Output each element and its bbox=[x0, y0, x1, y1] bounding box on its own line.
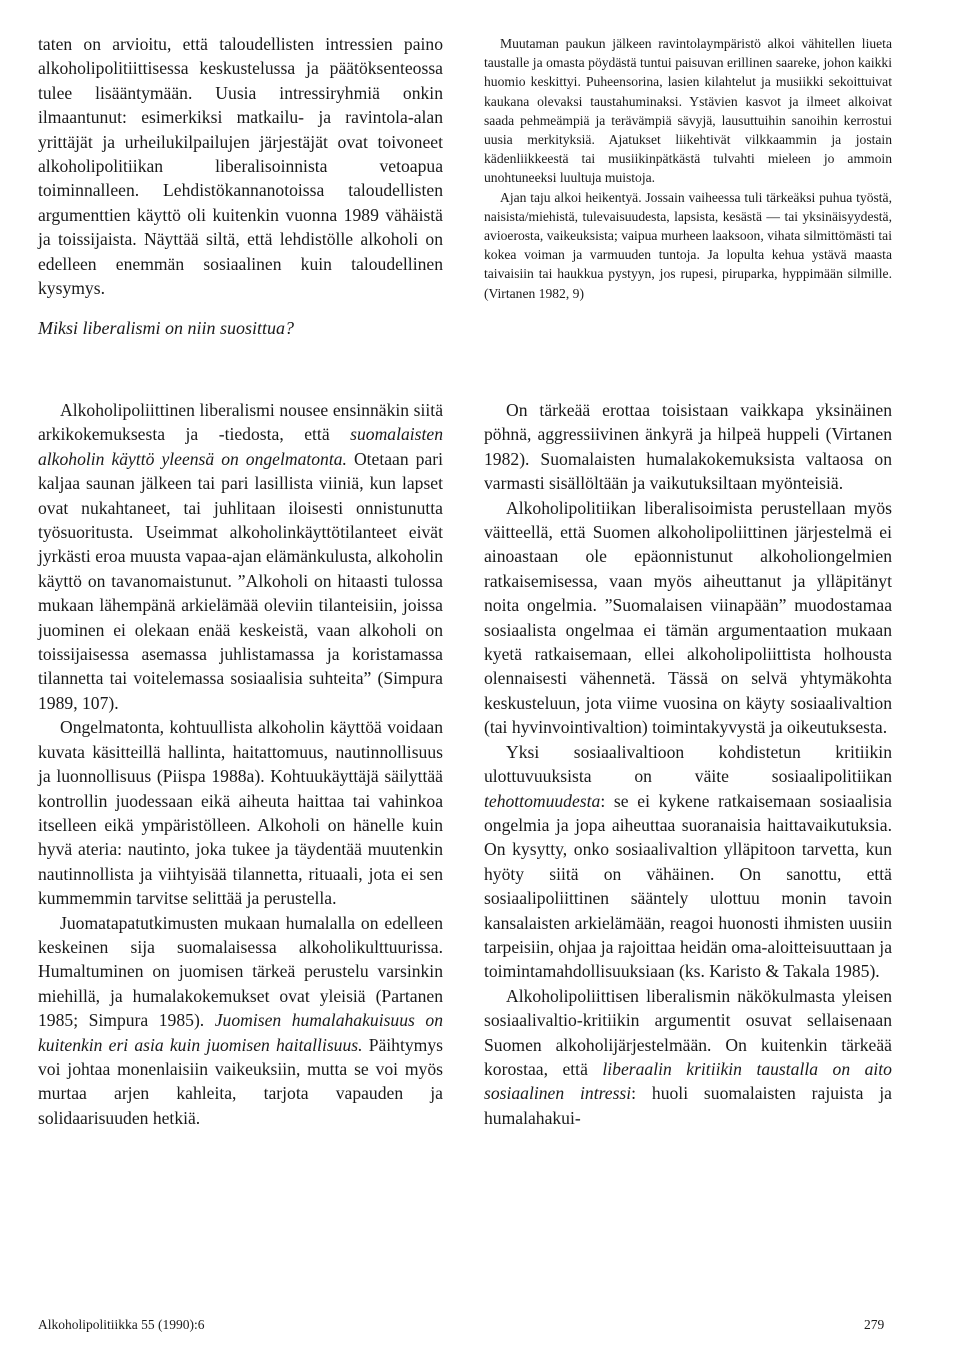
emphasis: Juomisen humalahakuisuus on kuitenkin eri asia kuin juomisen haitallisuus. bbox=[38, 1010, 443, 1055]
emphasis: liberaalin kritiikin taustalla on aito sosiaalinen intressi bbox=[484, 1058, 892, 1104]
paragraph bbox=[484, 984, 892, 1130]
emphasis: tehottomuudesta bbox=[484, 790, 601, 811]
text-run: Juomatapatutkimusten mukaan humalalla on edelleen keskeinen sija suomalaisessa alkoholikulttuurissa. Humaltuminen on juomisen tärkeä perustelu varsinkin miehillä, ja humalakokemukset ovat yleisiä (Partanen 1985; Simpura 1985). bbox=[38, 912, 443, 1031]
paragraph: Alkoholipolitiikan liberalisoimista perustellaan myös väitteellä, että Suomen alkoholipoliittinen järjestelmä ei ainoastaan ole epäonnistunut alkoholiongelmien ratkaisemisessa, vaan myös aiheuttanut ja ylläpitänyt noita ongelmia. ”Suomalaisen viinapään” muodostamaa sosiaalista ongelmaa ei tämän argumentaation mukaan kyetä ratkaisemaan, ellei alkoholipoliittista holhousta olennaisesti vähennetä. Tässä on selvä yhtymäkohta keskusteluun, jota viime vuosina on käyty sosiaalivaltion (tai hyvinvointivaltion) toimintakyvystä ja oikeutuksesta. bbox=[484, 497, 892, 738]
paragraph: Ongelmatonta, kohtuullista alkoholin käyttöä voidaan kuvata käsitteillä hallinta, haitattomuus, nautinnollisuus ja luonnollisuus (Piispa 1988a). Kohtuukäyttäjä säilyttää kontrollin juodessaan eikä aiheuta haittaa tai vahinkoa itselleen eikä ympäristölleen. Alkoholi on hänelle kuin hyvä ateria: nautinto, joka tukee ja täydentää muutenkin nautinnollista ja viihtyisää tilannetta, rituaali, jota ei sen kummemmin tarvitse selittää ja perustella. bbox=[38, 717, 443, 909]
quote-paragraph: Ajan taju alkoi heikentyä. Jossain vaiheessa tuli tärkeäksi puhua työstä, naisista/miehistä, tulevaisuudesta, lapsista, kesästä — tai yksinäisyydestä, avioerosta, vaikeuksista; vaipua murheen laaksoon, vihata silmittömästi tai kokea voiman ja varmuuden tuntoja. Ja lopulta kehua ystävä maasta taivaisiin tai haukkua pystyyn, jos rupesi, piruparka, hyppimään silmille. (Virtanen 1982, 9) bbox=[484, 189, 892, 301]
paragraph bbox=[38, 398, 443, 715]
text-run: Yksi sosiaalivaltioon kohdistetun kritiikin ulottuvuuksista on väite sosiaalipolitiikan bbox=[484, 741, 892, 787]
left-column-bottom bbox=[38, 398, 443, 1130]
page-number: 279 bbox=[864, 1317, 885, 1332]
quote-block bbox=[484, 34, 892, 303]
quote-paragraph: Muutaman paukun jälkeen ravintolaympäristö alkoi vähitellen liueta taustalle ja omasta pöydästä tuntui paisuvan erillinen saareke, johon kaikki huomio keskittyi. Puheensorina, lasien kilahtelut ja musiikki sekoittuivat kaukana olevaksi taustahuminaksi. Ystävien kasvot ja ilmeet alkoivat saada pehmeämpiä ja terävämpiä sävyjä, lausuttuihin sanoihin kerrostui uusia merkityksiä. Ajatukset liikehtivät vilkkaammin ja jostain kädenliikkeestä tai musiikinpätkästä tulvahti mieleen jo ammoin unohtuneeksi luultuja muistoja. bbox=[484, 36, 892, 186]
paragraph bbox=[484, 740, 892, 984]
text-run: : huoli suomalaisten rajuista ja humalahakui- bbox=[484, 1083, 892, 1128]
paragraph: On tärkeää erottaa toisistaan vaikkapa yksinäinen pöhnä, aggressiivinen änkyrä ja hilpeä huppeli (Virtanen 1982). Suomalaisten humalakokemuksista valtaosa on varmasti sisällöltään ja vaikutuksiltaan myönteisiä. bbox=[484, 400, 892, 494]
text-run: : se ei kykene ratkaisemaan sosiaalisia ongelmia ja jopa aiheuttaa suoranaisia haittavaikutuksia. On kysytty, onko sosiaalivaltion ylläpitoon tarvetta, kun hyöty siitä on vähäinen. On sanottu, että sosiaalipoliittinen sääntely ulottuu monin tavoin kansalaisten arkielämään, reagoi huonosti ihmisten uusiin tarpeisiin, ohjaa ja rajoittaa heidän oma-aloitteisuuttaan ja toimintamahdollisuuksiaan (ks. Karisto & Takala 1985). bbox=[484, 790, 892, 982]
text-run: Alkoholipoliittinen liberalismi nousee ensinnäkin siitä arkikokemuksesta ja -tiedosta, että bbox=[38, 400, 443, 445]
paragraph: taten on arvioitu, että taloudellisten intressien paino alkoholipolitiittisessa keskustelussa ja päätöksenteossa tulee lisääntymään. Uusia intressiryhmiä onkin ilmaantunut: esimerkiksi matkailu- ja ravintola-alan yrittäjät ja urheilukilpailujen järjestäjät ovat toivoneet alkoholipolitiikan liberalisoinnista vetoapua toiminnalleen. Lehdistökannanotoissa taloudellisten argumenttien käyttö oli kuitenkin vuonna 1989 vähäistä ja toissijaista. Näyttää siltä, että lehdistölle alkoholi on edelleen enemmän sosiaalinen kuin taloudellinen kysymys. bbox=[38, 34, 443, 299]
section-heading: Miksi liberalismi on niin suosittua? bbox=[38, 318, 295, 339]
text-run: Päihtymys voi johtaa monenlaisiin vaikeuksiin, mutta se voi myös murtaa arjen kahleita, tarjota vapauden ja solidaarisuuden hetkiä. bbox=[38, 1034, 443, 1128]
text-run: Alkoholipoliittisen liberalismin näkökulmasta yleisen sosiaalivaltio-kritiikin argumentit osuvat sellaisenaan Suomen alkoholijärjestelmään. On kuitenkin tärkeää korostaa, että bbox=[484, 985, 892, 1079]
paragraph bbox=[38, 911, 443, 1131]
journal-citation: Alkoholipolitiikka 55 (1990):6 bbox=[38, 1317, 205, 1332]
right-column-bottom bbox=[484, 398, 892, 1130]
emphasis: suomalaisten alkoholin käyttö yleensä on ongelmatonta. bbox=[38, 424, 443, 469]
left-column-top bbox=[38, 32, 443, 340]
text-run: Otetaan pari kaljaa saunan jälkeen tai pari lasillista viiniä, kun lapset ovat nukahtaneet, tai juhlitaan iloisesti onnistunutta työsuoritusta. Useimmat alkoholinkäyttötilanteet eivät jyrkästi eroa muusta vapaa-ajan elämänkulusta, alkoholin käyttö on tavanomaistunut. ”Alkoholi on hitaasti tulossa mukaan lähempänä arkielämää oleviin tilanteisiin, joissa juominen ei olekaan enää keskeistä, vaan alkoholi on toissijaisessa asemassa juhlistamassa ja koristamassa tilannetta tai voitelemassa sosiaalisia suhteita” (Simpura 1989, 107). bbox=[38, 448, 444, 713]
